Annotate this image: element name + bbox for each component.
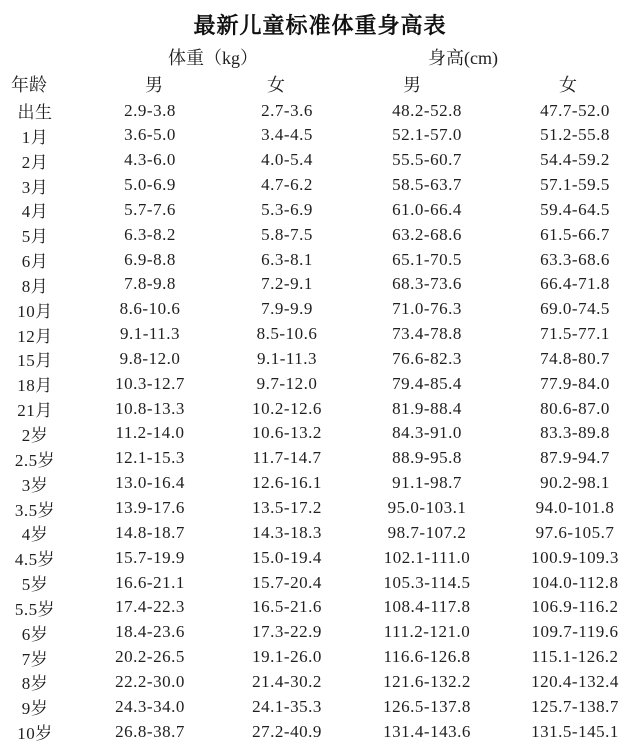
age-cell: 2月: [21, 152, 49, 172]
height-female-cell: 109.7-119.6: [531, 622, 619, 642]
height-male-cell: 111.2-121.0: [383, 622, 471, 642]
age-column-header: 年龄: [11, 75, 47, 95]
weight-male-cell: 2.9-3.8: [124, 100, 176, 120]
weight-male-column-header: 男: [145, 75, 163, 95]
table-row: [0, 396, 640, 421]
age-cell: 10月: [17, 301, 53, 321]
table-row: [0, 371, 640, 396]
height-male-cell: 52.1-57.0: [392, 125, 462, 145]
weight-female-cell: 17.3-22.9: [252, 622, 322, 642]
height-female-cell: 104.0-112.8: [531, 572, 619, 592]
table-row: [0, 222, 640, 247]
age-cell: 6岁: [21, 624, 49, 644]
height-male-cell: 81.9-88.4: [392, 398, 462, 418]
weight-female-cell: 4.7-6.2: [261, 175, 313, 195]
table-row: [0, 545, 640, 570]
age-cell: 4月: [21, 202, 49, 222]
table-row: [0, 272, 640, 297]
weight-female-cell: 14.3-18.3: [252, 522, 322, 542]
height-female-cell: 71.5-77.1: [540, 324, 610, 344]
height-male-cell: 84.3-91.0: [392, 423, 462, 443]
weight-male-cell: 24.3-34.0: [115, 696, 185, 716]
weight-female-cell: 16.5-21.6: [252, 597, 322, 617]
weight-female-cell: 9.1-11.3: [256, 348, 318, 368]
weight-male-cell: 15.7-19.9: [115, 547, 185, 567]
height-female-cell: 77.9-84.0: [540, 373, 610, 393]
weight-female-cell: 15.0-19.4: [252, 547, 322, 567]
age-cell: 9岁: [21, 699, 49, 719]
table-row: [0, 620, 640, 645]
age-cell: 5.5岁: [14, 599, 56, 619]
table-row: [0, 570, 640, 595]
weight-female-cell: 4.0-5.4: [261, 150, 313, 170]
table-row: [0, 719, 640, 744]
age-cell: 7岁: [21, 649, 49, 669]
height-female-cell: 51.2-55.8: [540, 125, 610, 145]
age-cell: 3岁: [21, 475, 49, 495]
height-male-cell: 61.0-66.4: [392, 199, 462, 219]
height-male-cell: 105.3-114.5: [383, 572, 471, 592]
age-cell: 1月: [21, 127, 49, 147]
weight-female-cell: 10.6-13.2: [252, 423, 322, 443]
height-female-cell: 66.4-71.8: [540, 274, 610, 294]
weight-male-cell: 9.8-12.0: [119, 348, 181, 368]
table-row: [0, 346, 640, 371]
height-female-cell: 97.6-105.7: [535, 522, 615, 542]
weight-female-cell: 13.5-17.2: [252, 498, 322, 517]
weight-male-cell: 6.9-8.8: [124, 249, 176, 269]
age-cell: 21月: [17, 401, 53, 421]
age-cell: 3.5岁: [14, 500, 56, 520]
age-cell: 12月: [17, 326, 53, 346]
weight-female-cell: 5.8-7.5: [261, 224, 313, 244]
height-male-cell: 73.4-78.8: [392, 324, 462, 344]
table-row: [0, 98, 640, 123]
growth-table: [0, 44, 640, 744]
weight-female-cell: 10.2-12.6: [252, 398, 322, 418]
table-row: [0, 173, 640, 198]
height-male-cell: 88.9-95.8: [392, 448, 462, 468]
table-row: [0, 446, 640, 471]
height-male-cell: 65.1-70.5: [392, 249, 462, 269]
weight-male-cell: 11.2-14.0: [115, 423, 185, 443]
age-cell: 6月: [21, 252, 49, 272]
weight-female-cell: 2.7-3.6: [261, 100, 313, 120]
age-cell: 3月: [21, 177, 49, 197]
weight-male-cell: 3.6-5.0: [124, 125, 176, 145]
age-cell: 2岁: [21, 425, 49, 445]
table-row: [0, 471, 640, 496]
weight-female-cell: 24.1-35.3: [252, 696, 322, 716]
height-female-cell: 94.0-101.8: [535, 498, 615, 517]
weight-male-cell: 22.2-30.0: [115, 671, 185, 691]
age-cell: 10岁: [17, 724, 53, 744]
group-header-row: [0, 44, 640, 70]
weight-male-cell: 14.8-18.7: [115, 522, 185, 542]
height-male-cell: 79.4-85.4: [392, 373, 462, 393]
table-row: [0, 322, 640, 347]
age-cell: 2.5岁: [14, 450, 56, 470]
weight-female-cell: 27.2-40.9: [252, 721, 322, 741]
weight-male-cell: 5.7-7.6: [124, 199, 176, 219]
height-female-column-header: 女: [559, 75, 577, 95]
weight-male-cell: 9.1-11.3: [119, 324, 181, 344]
height-female-cell: 120.4-132.4: [531, 671, 619, 691]
height-female-cell: 47.7-52.0: [540, 100, 610, 120]
age-cell: 4岁: [21, 525, 49, 545]
height-female-cell: 106.9-116.2: [531, 597, 619, 617]
table-row: [0, 197, 640, 222]
age-cell: 5岁: [21, 575, 49, 595]
weight-female-cell: 15.7-20.4: [252, 572, 322, 592]
weight-group-header: 体重（kg）: [168, 48, 258, 68]
weight-male-cell: 20.2-26.5: [115, 647, 185, 667]
table-row: [0, 247, 640, 272]
height-male-cell: 55.5-60.7: [392, 150, 462, 170]
weight-male-cell: 7.8-9.8: [124, 274, 176, 294]
age-cell: 4.5岁: [14, 550, 56, 570]
weight-male-cell: 18.4-23.6: [115, 622, 185, 642]
table-row: [0, 669, 640, 694]
weight-male-cell: 17.4-22.3: [115, 597, 185, 617]
height-female-cell: 74.8-80.7: [540, 348, 610, 368]
weight-female-cell: 5.3-6.9: [261, 199, 313, 219]
height-female-cell: 115.1-126.2: [531, 647, 619, 667]
weight-female-cell: 21.4-30.2: [252, 671, 322, 691]
height-male-cell: 95.0-103.1: [387, 498, 467, 517]
table-row: [0, 645, 640, 670]
weight-male-cell: 10.3-12.7: [115, 373, 185, 393]
column-header-row: [0, 70, 640, 98]
weight-male-cell: 5.0-6.9: [124, 175, 176, 195]
height-male-cell: 71.0-76.3: [392, 299, 462, 319]
age-cell: 5月: [21, 227, 49, 247]
height-male-cell: 48.2-52.8: [392, 100, 462, 120]
weight-female-column-header: 女: [267, 75, 285, 95]
height-female-cell: 59.4-64.5: [540, 199, 610, 219]
height-male-cell: 102.1-111.0: [383, 547, 471, 567]
height-group-header: 身高(cm): [428, 48, 498, 68]
age-cell: 15月: [17, 351, 53, 371]
weight-male-cell: 16.6-21.1: [115, 572, 185, 592]
weight-male-cell: 4.3-6.0: [124, 150, 176, 170]
table-row: [0, 123, 640, 148]
height-male-cell: 108.4-117.8: [383, 597, 471, 617]
height-female-cell: 69.0-74.5: [540, 299, 610, 319]
height-male-cell: 76.6-82.3: [392, 348, 462, 368]
table-row: [0, 297, 640, 322]
weight-male-cell: 10.8-13.3: [115, 398, 185, 418]
weight-male-cell: 6.3-8.2: [124, 224, 176, 244]
table-row: [0, 421, 640, 446]
height-female-cell: 63.3-68.6: [540, 249, 610, 269]
height-female-cell: 87.9-94.7: [540, 448, 610, 468]
height-male-cell: 121.6-132.2: [383, 671, 471, 691]
height-female-cell: 80.6-87.0: [540, 398, 610, 418]
weight-male-cell: 8.6-10.6: [119, 299, 181, 319]
height-female-cell: 125.7-138.7: [531, 696, 619, 716]
weight-male-cell: 12.1-15.3: [115, 448, 185, 468]
height-male-cell: 116.6-126.8: [383, 647, 471, 667]
weight-female-cell: 11.7-14.7: [252, 448, 322, 468]
height-female-cell: 100.9-109.3: [531, 547, 619, 567]
age-cell: 8岁: [21, 674, 49, 694]
height-male-cell: 63.2-68.6: [392, 224, 462, 244]
height-female-cell: 90.2-98.1: [540, 473, 610, 493]
weight-male-cell: 13.9-17.6: [115, 498, 185, 517]
table-body: [0, 98, 640, 744]
height-female-cell: 54.4-59.2: [540, 150, 610, 170]
height-female-cell: 131.5-145.1: [531, 721, 619, 741]
height-male-cell: 126.5-137.8: [383, 696, 471, 716]
weight-female-cell: 6.3-8.1: [261, 249, 313, 269]
height-male-cell: 98.7-107.2: [387, 522, 467, 542]
age-cell: 出生: [17, 103, 53, 122]
weight-female-cell: 9.7-12.0: [256, 373, 318, 393]
table-row: [0, 595, 640, 620]
height-male-cell: 68.3-73.6: [392, 274, 462, 294]
table-row: [0, 694, 640, 719]
weight-female-cell: 12.6-16.1: [252, 473, 322, 493]
table-row: [0, 520, 640, 545]
weight-male-cell: 13.0-16.4: [115, 473, 185, 493]
height-male-cell: 91.1-98.7: [392, 473, 462, 493]
weight-female-cell: 8.5-10.6: [256, 324, 318, 344]
height-male-column-header: 男: [403, 75, 421, 95]
height-female-cell: 61.5-66.7: [540, 224, 610, 244]
weight-female-cell: 7.9-9.9: [261, 299, 313, 319]
height-male-cell: 131.4-143.6: [383, 721, 471, 741]
weight-female-cell: 3.4-4.5: [261, 125, 313, 145]
page-title: 最新儿童标准体重身高表: [193, 13, 447, 38]
table-row: [0, 148, 640, 173]
weight-male-cell: 26.8-38.7: [115, 721, 185, 741]
height-female-cell: 57.1-59.5: [540, 175, 610, 195]
height-male-cell: 58.5-63.7: [392, 175, 462, 195]
table-row: [0, 496, 640, 521]
weight-female-cell: 7.2-9.1: [261, 274, 313, 294]
weight-female-cell: 19.1-26.0: [252, 647, 322, 667]
age-cell: 18月: [17, 376, 53, 396]
age-cell: 8月: [21, 276, 49, 296]
height-female-cell: 83.3-89.8: [540, 423, 610, 443]
